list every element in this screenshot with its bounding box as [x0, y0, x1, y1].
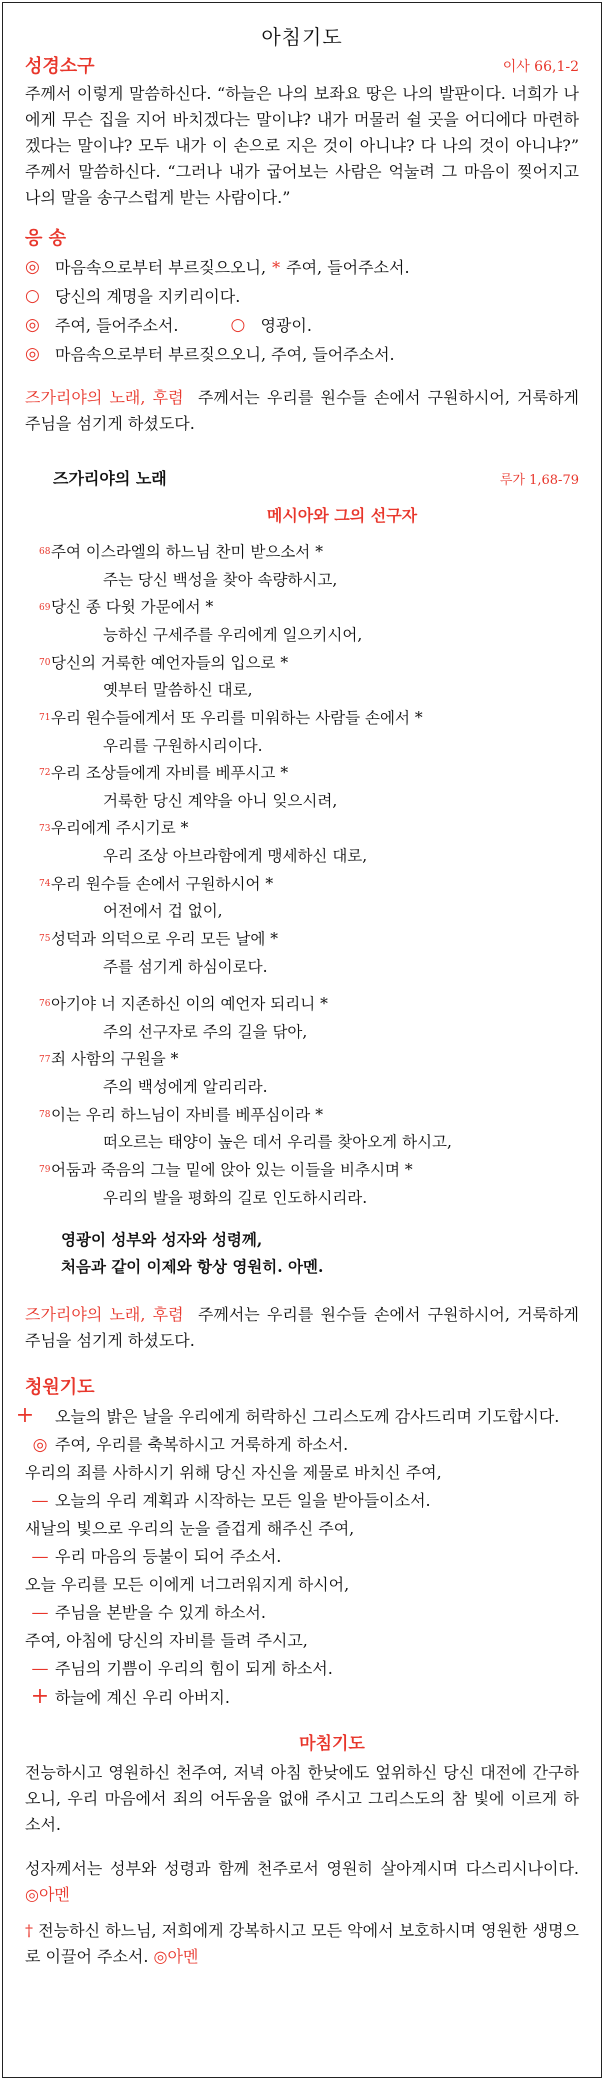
antiphon-label: 즈가리야의 노래, 후렴: [25, 388, 184, 407]
antiphon-text: 주께서는 우리를 원수들 손에서 구원하시어, 거룩하게 주님을 섬기게 하셨도다.: [25, 1305, 579, 1350]
responsory-line: ◎ 주여, 들어주소서. ○ 영광이.: [25, 311, 579, 340]
verse-line: 주를 섬기게 하심이로다.: [103, 957, 268, 976]
verse-line: 73우리에게 주시기로 *: [39, 819, 189, 838]
concluding-ending: 성자께서는 성부와 성령과 함께 천주로서 영원히 살아계시며 다스리시나이다. ◎아멘: [25, 1858, 579, 1904]
verse-line: 주는 당신 백성을 찾아 속량하시고,: [103, 570, 338, 589]
intercession-line: 오늘 우리를 모든 이에게 너그러워지게 하시어,: [25, 1575, 350, 1594]
responsory-label: 응 송: [25, 228, 67, 249]
antiphon-text: 주께서는 우리를 원수들 손에서 구원하시어, 거룩하게 주님을 섬기게 하셨도다.: [25, 388, 579, 433]
response-symbol: ◎: [25, 344, 40, 364]
verse-line: 우리 조상 아브라함에게 맹세하신 대로,: [103, 847, 368, 865]
verse-line: 77죄 사함의 구원을 *: [39, 1050, 179, 1069]
verse-line: 70당신의 거룩한 예언자들의 입으로 *: [39, 653, 289, 672]
verse-line: 옛부터 말씀하신 대로,: [103, 681, 253, 700]
cross-icon: +: [15, 1403, 35, 1428]
reading-text: 주께서 이렇게 말씀하신다. “하늘은 나의 보좌요 땅은 나의 발판이다. 너희가 나에게 무슨 집을 지어 바치겠다는 말이냐? 내가 머물러 쉴 곳을 어디에다 마련하겠다는 말이냐? 모두 내가 이 손으로 지은 것이 아니냐? 다 나의 것이 아니냐?” 주께서 말씀하신다. “그러나 내가 굽어보는 사람은 억눌려 그 마음이 찢어지고 나의 말을 송구스럽게 받는 사람이다.”: [25, 84, 579, 207]
dash-icon: —: [31, 1602, 49, 1623]
amen: ◎아멘: [153, 1946, 199, 1966]
canticle-title: 즈가리야의 노래: [53, 469, 167, 488]
verse-line: 떠오르는 태양이 높은 데서 우리를 찾아오게 하시고,: [103, 1133, 452, 1152]
cross-icon: †: [25, 1920, 34, 1940]
response-symbol: ◎: [25, 257, 40, 277]
intercession-line: 새날의 빛으로 우리의 눈을 즐겁게 해주신 주여,: [25, 1519, 355, 1538]
versicle-symbol: ○: [25, 286, 40, 306]
verse-line: 72우리 조상들에게 자비를 베푸시고 *: [39, 764, 289, 782]
verse-line: 78이는 우리 하느님이 자비를 베푸심이라 *: [39, 1105, 323, 1124]
verse-line: 74우리 원수들 손에서 구원하시어 *: [39, 874, 274, 893]
intercession-line: 주여, 아침에 당신의 자비를 들려 주시고,: [25, 1631, 308, 1650]
intercession-line: — 오늘의 우리 계획과 시작하는 모든 일을 받아들이소서.: [25, 1487, 579, 1516]
verse-line: 거룩한 당신 계약을 아니 잊으시려,: [103, 791, 338, 810]
intercession-line: — 주님을 본받을 수 있게 하소서.: [25, 1599, 579, 1628]
verse-line: 68주여 이스라엘의 하느님 찬미 받으소서 *: [39, 543, 323, 561]
intercession-line: — 주님의 기쁨이 우리의 힘이 되게 하소서.: [25, 1655, 579, 1684]
canticle-subtitle: 메시아와 그의 선구자: [266, 506, 418, 525]
intercession-line: ◎ 주여, 우리를 축복하시고 거룩하게 하소서.: [25, 1431, 579, 1460]
intercession-line: + 오늘의 밝은 날을 우리에게 허락하신 그리스도께 감사드리며 기도합시다.: [15, 1403, 560, 1428]
canticle-ref: 루가 1,68-79: [499, 473, 579, 488]
response-symbol: ◎: [25, 315, 40, 335]
intercession-line: + 하늘에 계신 우리 아버지.: [25, 1683, 579, 1712]
verse-line: 75성덕과 의덕으로 우리 모든 날에 *: [39, 929, 279, 948]
responsory-line: ○ 당신의 계명을 지키리이다.: [25, 282, 579, 311]
reading-ref: 이사 66,1-2: [502, 59, 579, 75]
verse-line: 어전에서 겁 없이,: [103, 902, 223, 921]
verse-line: 76아기야 너 지존하신 이의 예언자 되리니 *: [39, 995, 328, 1013]
verse-line: 69당신 종 다윗 가문에서 *: [39, 598, 214, 617]
verse-line: 주의 선구자로 주의 길을 닦아,: [103, 1022, 308, 1041]
antiphon: [25, 385, 579, 437]
doxology: 영광이 성부와 성자와 성령께, 처음과 같이 이제와 항상 영원히. 아멘.: [61, 1230, 324, 1276]
intercessions-header: [25, 1374, 579, 1402]
cross-icon: +: [30, 1684, 50, 1709]
verse-line: 79어둠과 죽음의 그늘 밑에 앉아 있는 이들을 비추시며 *: [39, 1160, 413, 1179]
intercessions: [15, 1402, 579, 1712]
versicle-symbol: ○: [230, 315, 246, 335]
breviary-page: [2, 2, 602, 2078]
intercession-line: — 우리 마음의 등불이 되어 주소서.: [25, 1543, 579, 1572]
responsory-line: ◎ 마음속으로부터 부르짖으오니, * 주여, 들어주소서.: [25, 253, 579, 282]
intercession-line: 우리의 죄를 사하시기 위해 당신 자신을 제물로 바치신 주여,: [25, 1463, 442, 1482]
reading-header: [25, 53, 579, 81]
dash-icon: —: [31, 1490, 49, 1511]
intercessions-label: 청원기도: [25, 1377, 95, 1398]
concluding-text: 전능하시고 영원하신 천주여, 저녁 아침 한낮에도 엎위하신 당신 대전에 간구하오니, 우리 마음에서 죄의 어두움을 없애 주시고 그리스도의 참 빛에 이르게 하소서.: [25, 1762, 579, 1834]
blessing: † 전능하신 하느님, 저희에게 강복하시고 모든 악에서 보호하시며 영원한 생명으로 이끌어 주소서. ◎아멘: [25, 1920, 579, 1966]
amen: ◎아멘: [25, 1884, 70, 1904]
response-symbol: ◎: [32, 1434, 48, 1455]
responsory: [25, 253, 579, 369]
verse-line: 주의 백성에게 알리리라.: [103, 1078, 268, 1096]
antiphon-repeat: [25, 1302, 579, 1354]
dash-icon: —: [31, 1546, 49, 1567]
verse-line: 우리를 구원하시리이다.: [103, 736, 263, 755]
reading-label: 성경소구: [25, 56, 95, 77]
verse-line: 71우리 원수들에게서 또 우리를 미워하는 사람들 손에서 *: [39, 708, 423, 727]
canticle-header: [53, 459, 579, 499]
concluding-label: 마침기도: [299, 1733, 365, 1754]
antiphon-label: 즈가리야의 노래, 후렴: [25, 1305, 184, 1324]
verse-line: 능하신 구세주를 우리에게 일으키시어,: [103, 626, 363, 644]
verse-line: 우리의 발을 평화의 길로 인도하시리라.: [103, 1188, 368, 1207]
page-title: 아침기도: [261, 25, 343, 49]
canticle-verses: [39, 539, 579, 1212]
asterisk: *: [272, 258, 281, 277]
responsory-line: ◎ 마음속으로부터 부르짖으오니, 주여, 들어주소서.: [25, 340, 579, 369]
responsory-header: [25, 225, 579, 253]
dash-icon: —: [31, 1658, 49, 1679]
